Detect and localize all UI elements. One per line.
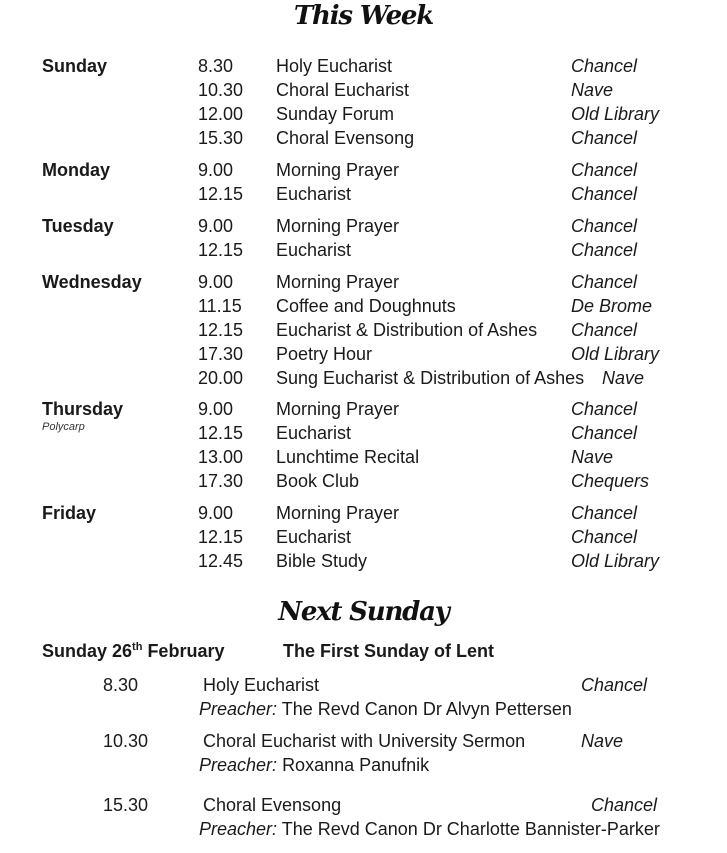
service-time: 12.15: [198, 320, 244, 340]
service-time: 10.30: [103, 731, 149, 751]
service-time: 20.00: [198, 368, 244, 388]
service-location: Chancel: [571, 399, 638, 419]
service-time: 9.00: [198, 399, 234, 419]
service-name: Sung Eucharist & Distribution of Ashes: [276, 368, 585, 388]
day-name: Friday: [42, 503, 97, 523]
next-sunday-date: Sunday 26th February: [42, 641, 225, 661]
service-name: Eucharist: [276, 527, 352, 547]
day-name: Sunday: [42, 56, 108, 76]
service-name: Eucharist: [276, 240, 352, 260]
service-time: 12.15: [198, 423, 244, 443]
service-name: Choral Eucharist with University Sermon: [203, 731, 526, 751]
preacher-name: The Revd Canon Dr Alvyn Pettersen: [281, 699, 572, 719]
day-name: Wednesday: [42, 272, 142, 292]
service-location: Chancel: [571, 184, 638, 204]
service-location: Old Library: [571, 551, 660, 571]
day-name: Thursday: [42, 399, 124, 419]
service-time: 9.00: [198, 272, 234, 292]
service-name: Morning Prayer: [276, 160, 400, 180]
preacher-line: [199, 755, 429, 776]
service-time: 12.15: [198, 527, 244, 547]
service-location: Old Library: [571, 344, 660, 364]
service-time: 9.00: [198, 503, 234, 523]
service-time: 8.30: [103, 675, 139, 695]
service-location: Chancel: [571, 320, 638, 340]
service-time: 12.00: [198, 104, 244, 124]
service-time: 12.15: [198, 184, 244, 204]
preacher-name: Roxanna Panufnik: [282, 755, 430, 775]
service-name: Choral Eucharist: [276, 80, 410, 100]
service-time: 12.45: [198, 551, 244, 571]
service-time: 11.15: [198, 296, 242, 316]
service-name: Coffee and Doughnuts: [276, 296, 456, 316]
preacher-label: Preacher:: [199, 755, 278, 775]
service-location: Chancel: [581, 675, 648, 695]
service-name: Eucharist: [276, 423, 352, 443]
saint-day: Polycarp: [42, 421, 85, 433]
service-location: Chancel: [571, 56, 638, 76]
preacher-label: Preacher:: [199, 819, 278, 839]
service-name: Morning Prayer: [276, 399, 400, 419]
service-location: Chancel: [571, 160, 638, 180]
service-name: Choral Evensong: [203, 795, 342, 815]
service-name: Lunchtime Recital: [276, 447, 420, 467]
service-location: De Brome: [571, 296, 653, 316]
service-location: Old Library: [571, 104, 660, 124]
service-time: 15.30: [198, 128, 244, 148]
service-name: Morning Prayer: [276, 216, 400, 236]
service-location: Chancel: [571, 503, 638, 523]
preacher-label: Preacher:: [199, 699, 278, 719]
service-time: 15.30: [103, 795, 149, 815]
next-sunday-heading: Next Sunday: [278, 597, 449, 627]
preacher-name: The Revd Canon Dr Charlotte Bannister-Parker: [281, 819, 660, 839]
service-time: 9.00: [198, 216, 234, 236]
day-name: Tuesday: [42, 216, 114, 236]
service-location: Nave: [571, 447, 614, 467]
service-time: 17.30: [198, 471, 244, 491]
service-location: Nave: [602, 368, 645, 388]
service-name: Eucharist: [276, 184, 352, 204]
service-time: 17.30: [198, 344, 244, 364]
service-name: Holy Eucharist: [203, 675, 320, 695]
service-location: Chancel: [591, 795, 658, 815]
service-name: Eucharist & Distribution of Ashes: [276, 320, 538, 340]
service-location: Chancel: [571, 216, 638, 236]
service-name: Sunday Forum: [276, 104, 395, 124]
preacher-line: [199, 819, 660, 840]
service-time: 8.30: [198, 56, 234, 76]
service-location: Chancel: [571, 128, 638, 148]
service-time: 12.15: [198, 240, 244, 260]
preacher-line: [199, 699, 572, 720]
day-name: Monday: [42, 160, 111, 180]
service-location: Chancel: [571, 423, 638, 443]
service-name: Morning Prayer: [276, 503, 400, 523]
service-time: 9.00: [198, 160, 234, 180]
service-location: Chancel: [571, 527, 638, 547]
service-name: Book Club: [276, 471, 360, 491]
service-location: Nave: [581, 731, 624, 751]
service-location: Chequers: [571, 471, 650, 491]
service-name: Bible Study: [276, 551, 368, 571]
service-name: Holy Eucharist: [276, 56, 393, 76]
service-name: Morning Prayer: [276, 272, 400, 292]
service-location: Chancel: [571, 240, 638, 260]
service-name: Poetry Hour: [276, 344, 373, 364]
service-time: 10.30: [198, 80, 244, 100]
this-week-heading: This Week: [293, 1, 434, 31]
service-location: Nave: [571, 80, 614, 100]
service-time: 13.00: [198, 447, 244, 467]
service-name: Choral Evensong: [276, 128, 415, 148]
service-location: Chancel: [571, 272, 638, 292]
next-sunday-occasion: The First Sunday of Lent: [283, 641, 495, 661]
